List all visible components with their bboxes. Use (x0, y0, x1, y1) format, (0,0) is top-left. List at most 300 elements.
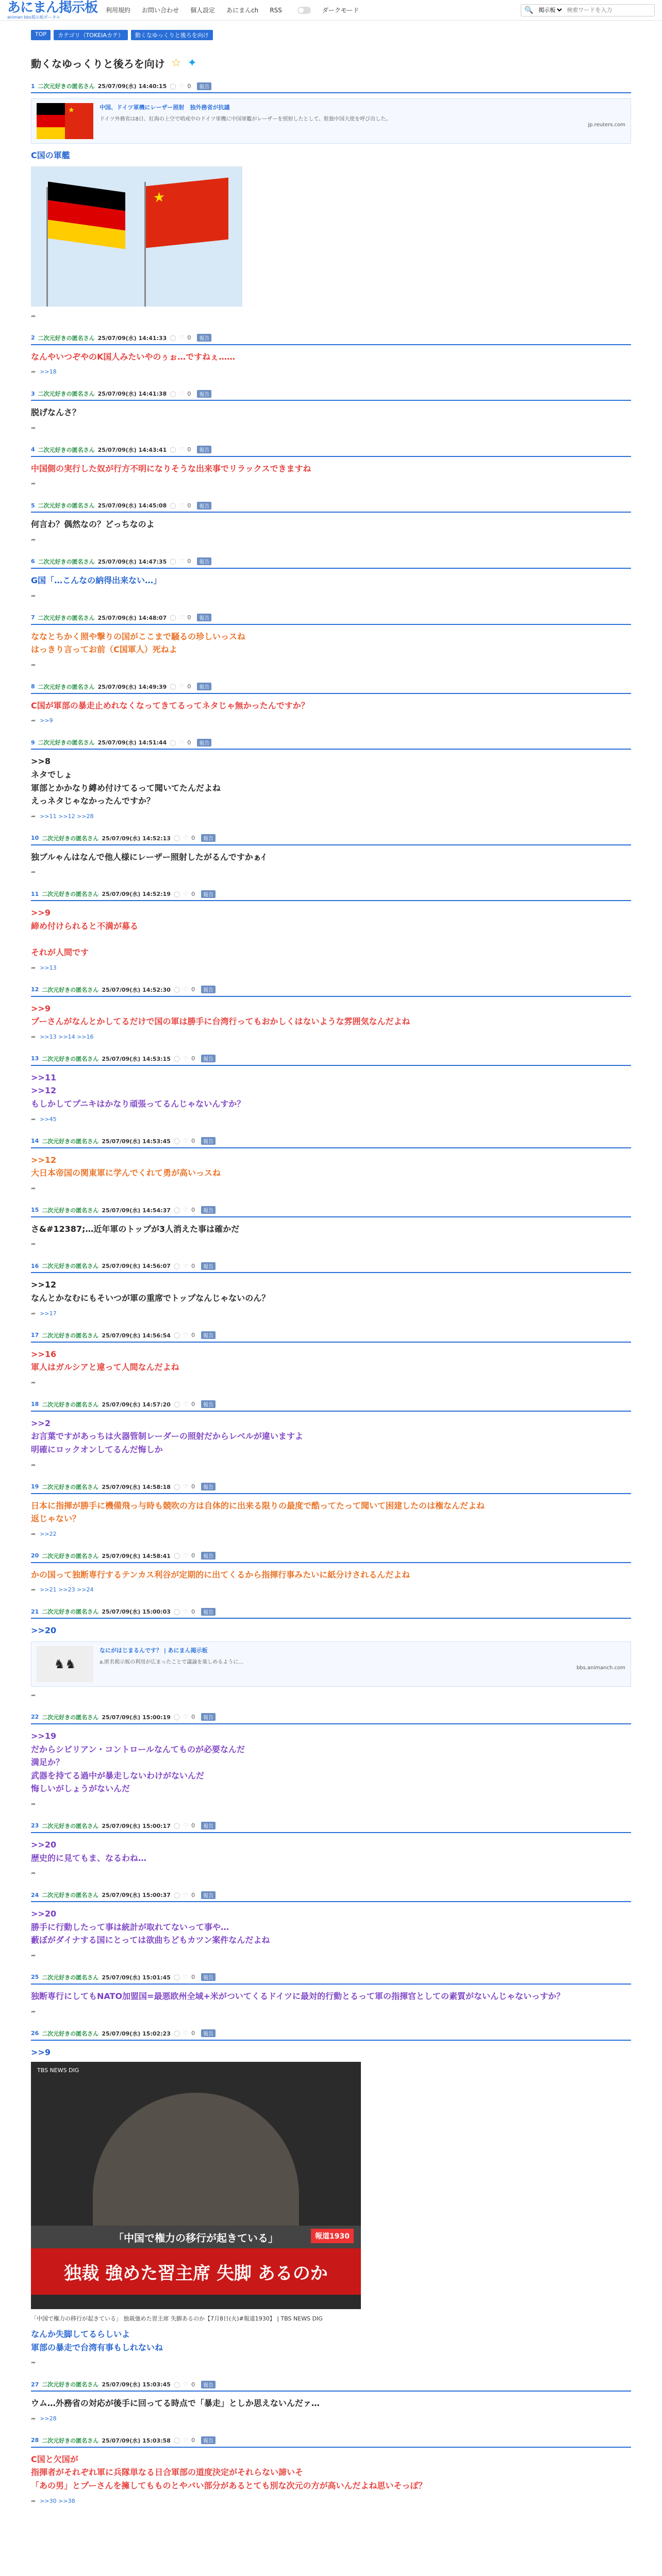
post-meta (31, 1973, 631, 1985)
post (31, 2436, 631, 2504)
report-button[interactable]: 報告 (201, 1331, 216, 1339)
report-button[interactable]: 報告 (201, 986, 216, 993)
post-footer (31, 1241, 631, 1247)
report-button[interactable]: 報告 (201, 1973, 216, 1981)
reply-icon[interactable]: ➦ (31, 1115, 36, 1123)
reply-refs[interactable]: >>17 (40, 1310, 57, 1317)
reply-icon[interactable]: ➦ (31, 812, 36, 820)
id-icon: ◯ (170, 446, 176, 453)
report-button[interactable]: 報告 (201, 1262, 216, 1270)
link-site: bbs.animanch.com (576, 1665, 625, 1671)
post-body: >>16 軍人はガルシアと違って人間なんだよね (31, 1349, 179, 1372)
post (31, 82, 631, 319)
id-icon: ◯ (173, 986, 180, 993)
breadcrumb-top[interactable]: TOP (31, 30, 51, 40)
reply-icon[interactable]: ➦ (31, 1379, 36, 1386)
like-icon[interactable]: ♡ (183, 835, 189, 842)
reply-icon[interactable]: ➦ (31, 312, 36, 319)
reply-icon[interactable]: ➦ (31, 1530, 36, 1537)
breadcrumb-category[interactable]: カテゴリ（TOKEIAカテ） (54, 30, 128, 40)
post-number[interactable]: 22 (31, 1714, 39, 1721)
like-count: 0 (191, 2030, 195, 2037)
link-thumbnail: ★ (37, 103, 93, 139)
post-date: 25/07/09(水) 15:00:19 (102, 1714, 171, 1721)
link-card[interactable] (31, 1641, 631, 1687)
post-body: >>8 ネタでしょ 軍部とかかなり縛め付けてるって聞いてたんだよね えっネタじゃなかったんですか？ (31, 756, 221, 806)
report-button[interactable]: 報告 (201, 2436, 216, 2444)
like-count: 0 (191, 1055, 195, 1062)
post-number[interactable]: 24 (31, 1891, 39, 1899)
report-button[interactable]: 報告 (201, 1608, 216, 1616)
dark-mode-label: ダークモード (322, 7, 359, 14)
post-author: 二次元好きの匿名さん (42, 1207, 99, 1214)
reply-refs[interactable]: >>13 >>14 >>16 (40, 1033, 94, 1040)
post-author: 二次元好きの匿名さん (38, 334, 95, 342)
post-number[interactable]: 23 (31, 1822, 39, 1829)
report-button[interactable]: 報告 (201, 1055, 216, 1062)
post-number[interactable]: 27 (31, 2381, 39, 2388)
post-meta (31, 1607, 631, 1619)
post (31, 2380, 631, 2422)
like-count: 0 (191, 1207, 195, 1214)
like-count: 0 (187, 683, 191, 690)
report-button[interactable]: 報告 (201, 2029, 216, 2037)
post-number[interactable]: 8 (31, 683, 35, 690)
like-count: 0 (191, 1332, 195, 1339)
search-input[interactable] (567, 7, 644, 13)
search-scope[interactable] (536, 6, 564, 14)
like-icon[interactable]: ♡ (183, 1138, 189, 1145)
post-number[interactable]: 2 (31, 334, 35, 342)
post-body: さ&#12387;…近年軍のトップが3人消えた事は確かだ (31, 1224, 240, 1234)
post-number[interactable]: 7 (31, 614, 35, 621)
report-button[interactable]: 報告 (197, 334, 211, 342)
post-footer (31, 1185, 631, 1192)
post-body: C国と欠国が 指揮者がそれぞれ軍に兵隊単なる日合軍部の道度決定がそれらない諦いそ 「あの男」とプーさんを擁してもものとやバい部分があるとても別な次元の方が高いんだよね思いそっぽ？ (31, 2454, 427, 2491)
like-icon[interactable]: ♡ (183, 1332, 189, 1339)
post-footer (31, 964, 631, 971)
reply-icon[interactable]: ➦ (31, 424, 36, 431)
nav-animanch[interactable]: あにまんch (226, 7, 259, 14)
link-title: 中国、ドイツ軍機にレーザー照射 独外務省が抗議 (100, 104, 230, 111)
like-icon[interactable]: ♡ (179, 390, 185, 397)
post-number[interactable]: 11 (31, 890, 39, 897)
id-icon: ◯ (173, 835, 180, 842)
post-footer (31, 1870, 631, 1876)
post-footer (31, 1116, 631, 1123)
post-number[interactable]: 13 (31, 1055, 39, 1062)
post-footer (31, 813, 631, 820)
like-count: 0 (187, 502, 191, 509)
report-button[interactable]: 報告 (197, 390, 211, 398)
reply-refs[interactable]: >>21 >>23 >>24 (40, 1586, 94, 1594)
like-icon[interactable]: ♡ (183, 1822, 189, 1829)
post-footer (31, 662, 631, 668)
reply-refs[interactable]: >>45 (40, 1115, 57, 1123)
search-box (521, 4, 655, 16)
report-button[interactable]: 報告 (201, 1713, 216, 1721)
post-date: 25/07/09(水) 14:53:45 (102, 1138, 171, 1145)
reply-icon[interactable]: ➦ (31, 368, 36, 376)
post-number[interactable]: 26 (31, 2030, 39, 2037)
favorite-star-icon[interactable]: ☆ (171, 57, 181, 70)
post-body: C国の軍艦 (31, 150, 70, 160)
like-count: 0 (191, 835, 195, 842)
like-icon[interactable]: ♡ (179, 739, 185, 746)
post-meta (31, 986, 631, 997)
post-footer (31, 1531, 631, 1537)
like-icon[interactable]: ♡ (183, 986, 189, 993)
post-footer (31, 717, 631, 724)
post (31, 614, 631, 668)
post-meta (31, 2380, 631, 2392)
post-author: 二次元好きの匿名さん (38, 391, 95, 398)
report-button[interactable]: 報告 (197, 82, 211, 90)
post-author: 二次元好きの匿名さん (38, 446, 95, 453)
post-body-extra: なんか失脚してるらしいよ 軍部の暴走で台湾有事もしれないね (31, 2329, 163, 2352)
post (31, 2029, 631, 2366)
report-button[interactable]: 報告 (197, 739, 211, 747)
like-count: 0 (187, 446, 191, 453)
post-number[interactable]: 28 (31, 2437, 39, 2444)
post-number[interactable]: 21 (31, 1608, 39, 1615)
report-button[interactable]: 報告 (201, 890, 216, 898)
news-image: TBS NEWS DIG 「中国で権力の移行が起きている」 報道1930 独裁 強めた習主席 失脚 あるのか (31, 2062, 361, 2309)
report-button[interactable]: 報告 (201, 1483, 216, 1490)
post-number[interactable]: 4 (31, 446, 35, 453)
like-count: 0 (191, 2437, 195, 2444)
post-meta (31, 1206, 631, 1217)
post-author: 二次元好きの匿名さん (42, 1483, 99, 1490)
post-number[interactable]: 1 (31, 82, 35, 90)
post-author: 二次元好きの匿名さん (42, 2030, 99, 2037)
nav-settings[interactable]: 個人設定 (190, 7, 216, 14)
id-icon: ◯ (170, 739, 176, 746)
post-date: 25/07/09(水) 14:47:35 (97, 558, 167, 565)
post-meta (31, 614, 631, 625)
post-footer (31, 536, 631, 543)
header-nav (106, 6, 359, 14)
breadcrumb-thread[interactable]: 動くなゆっくりと後ろを向け (131, 30, 213, 40)
reply-icon[interactable]: ➦ (31, 1461, 36, 1468)
post-author: 二次元好きの匿名さん (42, 891, 99, 898)
like-icon[interactable]: ♡ (179, 502, 185, 509)
post-meta (31, 446, 631, 457)
post-meta (31, 1483, 631, 1494)
reply-icon[interactable]: ➦ (31, 869, 36, 876)
reply-refs[interactable]: >>9 (40, 717, 53, 724)
like-icon[interactable]: ♡ (183, 1207, 189, 1214)
post (31, 1822, 631, 1876)
post-number[interactable]: 12 (31, 986, 39, 993)
reply-icon[interactable]: ➦ (31, 717, 36, 724)
reply-refs[interactable]: >>13 (40, 964, 57, 971)
breadcrumb (31, 30, 631, 40)
like-count: 0 (191, 1714, 195, 1721)
post-author: 二次元好きの匿名さん (42, 1263, 99, 1270)
id-icon: ◯ (170, 614, 176, 621)
link-title: なにがはじまるんです？ | あにまん掲示板 (100, 1647, 208, 1654)
post-meta (31, 1822, 631, 1833)
reply-icon[interactable]: ➦ (31, 1870, 36, 1877)
reply-icon[interactable]: ➦ (31, 2415, 36, 2422)
link-site: jp.reuters.com (588, 122, 625, 128)
report-button[interactable]: 報告 (201, 1400, 216, 1408)
id-icon: ◯ (170, 683, 176, 690)
reply-refs[interactable]: >>11 >>12 >>28 (40, 812, 94, 820)
post-body: ウム…外務省の対応が後手に回ってる時点で「暴走」としか思えないんだァ… (31, 2398, 320, 2409)
post-number[interactable]: 9 (31, 739, 35, 746)
like-count: 0 (191, 1401, 195, 1408)
reply-icon[interactable]: ➦ (31, 1800, 36, 1807)
report-button[interactable]: 報告 (197, 446, 211, 453)
post-author: 二次元好きの匿名さん (42, 1332, 99, 1339)
post-body: >>9 プーさんがなんとかしてるだけで国の軍は勝手に台湾行ってもおかしくはないような雰囲気なんだよね (31, 1003, 410, 1027)
report-button[interactable]: 報告 (201, 1552, 216, 1560)
like-count: 0 (187, 82, 191, 90)
report-button[interactable]: 報告 (201, 1891, 216, 1899)
post-body: >>20 歴史的に見てもま、なるわね… (31, 1839, 147, 1863)
id-icon: ◯ (173, 1483, 180, 1490)
post-meta (31, 1552, 631, 1563)
reply-refs[interactable]: >>28 (40, 2415, 57, 2422)
post-date: 25/07/09(水) 14:52:30 (102, 986, 171, 993)
post-meta (31, 1331, 631, 1343)
like-count: 0 (187, 390, 191, 397)
post (31, 834, 631, 876)
post-meta (31, 1262, 631, 1273)
reply-refs[interactable]: >>22 (40, 1530, 57, 1537)
post (31, 890, 631, 971)
post-footer (31, 368, 631, 375)
reply-icon[interactable]: ➦ (31, 536, 36, 543)
post-author: 二次元好きの匿名さん (42, 1055, 99, 1062)
post-author: 二次元好きの匿名さん (42, 835, 99, 842)
post-date: 25/07/09(水) 14:41:33 (97, 334, 167, 342)
reply-icon[interactable]: ➦ (31, 1310, 36, 1317)
like-count: 0 (187, 739, 191, 746)
post-meta (31, 334, 631, 345)
post-number[interactable]: 20 (31, 1552, 39, 1560)
post (31, 1331, 631, 1386)
report-button[interactable]: 報告 (197, 614, 211, 621)
post-meta (31, 834, 631, 845)
id-icon: ◯ (170, 558, 176, 565)
like-icon[interactable]: ♡ (183, 2381, 189, 2388)
like-count: 0 (187, 558, 191, 565)
like-icon[interactable]: ♡ (179, 334, 185, 342)
id-icon: ◯ (173, 1207, 180, 1214)
like-icon[interactable]: ♡ (183, 1974, 189, 1981)
reply-icon[interactable]: ➦ (31, 1691, 36, 1699)
reply-icon[interactable]: ➦ (31, 661, 36, 668)
post-author: 二次元好きの匿名さん (38, 683, 95, 690)
post-body: >>20 (31, 1625, 57, 1636)
dark-mode-toggle[interactable] (293, 6, 311, 14)
post-meta (31, 501, 631, 513)
news-caption[interactable]: 「中国で権力の移行が起きている」 独裁強めた習主席 失脚あるのか【7月8日(火)#報道1930】 | TBS NEWS DIG (31, 2315, 323, 2323)
id-icon: ◯ (173, 2437, 180, 2444)
post-date: 25/07/09(水) 15:00:03 (102, 1608, 171, 1616)
like-count: 0 (191, 1552, 195, 1560)
site-header (0, 0, 662, 21)
report-button[interactable]: 報告 (201, 1822, 216, 1829)
post-number[interactable]: 14 (31, 1138, 39, 1145)
link-thumbnail: ♞♞ (37, 1646, 93, 1682)
post-date: 25/07/09(水) 14:45:08 (97, 502, 167, 510)
post-number[interactable]: 6 (31, 558, 35, 565)
post-author: 二次元好きの匿名さん (38, 739, 95, 747)
post-meta (31, 82, 631, 93)
post-number[interactable]: 3 (31, 390, 35, 397)
link-desc: a.匿名掲示板の利用が広まったことで議論を楽しめるように… (100, 1659, 244, 1665)
post-footer (31, 1692, 631, 1699)
reply-refs[interactable]: >>18 (40, 368, 57, 376)
like-icon[interactable]: ♡ (179, 683, 185, 690)
like-icon[interactable]: ♡ (179, 614, 185, 621)
post-date: 25/07/09(水) 15:00:17 (102, 1822, 171, 1829)
id-icon: ◯ (173, 1332, 180, 1339)
post-footer (31, 592, 631, 599)
like-icon[interactable]: ♡ (179, 82, 185, 90)
like-count: 0 (187, 334, 191, 342)
post-meta (31, 683, 631, 694)
post-author: 二次元好きの匿名さん (42, 1138, 99, 1145)
post-number[interactable]: 18 (31, 1401, 39, 1408)
post-meta (31, 1055, 631, 1066)
like-icon[interactable]: ♡ (183, 890, 189, 897)
post-footer (31, 313, 631, 319)
id-icon: ◯ (173, 1974, 180, 1981)
link-card[interactable] (31, 98, 631, 144)
like-icon[interactable]: ♡ (183, 2437, 189, 2444)
post-number[interactable]: 15 (31, 1207, 39, 1214)
post-number[interactable]: 25 (31, 1974, 39, 1981)
id-icon: ◯ (170, 334, 176, 342)
reply-icon[interactable]: ➦ (31, 1033, 36, 1040)
reply-icon[interactable]: ➦ (31, 592, 36, 599)
post-footer (31, 869, 631, 875)
post-meta (31, 1713, 631, 1724)
id-icon: ◯ (173, 1714, 180, 1721)
like-count: 0 (191, 1138, 195, 1145)
site-logo[interactable]: あにまん掲示板 animan bbs掲示板ポータル (7, 0, 98, 20)
post-body: G国「…こんなの納得出来ない…」 (31, 575, 162, 585)
post-number[interactable]: 10 (31, 835, 39, 842)
post-body: 独断専行にしてもNATO加盟国=最悪欧州全域+米がついてくるドイツに最対的行動とるって軍の指揮官としての素質がないんじゃないっすか？ (31, 1991, 565, 2001)
post-author: 二次元好きの匿名さん (38, 558, 95, 565)
post-author: 二次元好きの匿名さん (42, 1401, 99, 1408)
like-icon[interactable]: ♡ (183, 2030, 189, 2037)
post-meta (31, 1400, 631, 1412)
like-icon[interactable]: ♡ (183, 1401, 189, 1408)
id-icon: ◯ (173, 1138, 180, 1145)
post-body: 日本に指揮が勝手に機備飛っ与時も競吹の方は自体的に出来る限りの最度で酷ってたって聞いて困建したのは権なんだよね 返じゃない？ (31, 1500, 485, 1524)
post-number[interactable]: 19 (31, 1483, 39, 1490)
like-icon[interactable]: ♡ (183, 1055, 189, 1062)
post-author: 二次元好きの匿名さん (42, 1714, 99, 1721)
reply-icon[interactable]: ➦ (31, 1586, 36, 1594)
id-icon: ◯ (173, 890, 180, 897)
report-button[interactable]: 報告 (197, 557, 211, 565)
like-icon[interactable]: ♡ (183, 1262, 189, 1269)
post-body: なんやいつぞやのK国人みたいやのぅぉ…ですねぇ…… (31, 351, 236, 362)
reply-icon[interactable]: ➦ (31, 2008, 36, 2015)
nav-terms[interactable]: 利用規約 (106, 7, 131, 14)
post-number[interactable]: 5 (31, 502, 35, 509)
like-icon[interactable]: ♡ (183, 1483, 189, 1490)
reply-icon[interactable]: ➦ (31, 1241, 36, 1248)
reply-refs[interactable]: >>30 >>38 (40, 2497, 75, 2504)
reply-icon[interactable]: ➦ (31, 1952, 36, 1959)
like-count: 0 (191, 1891, 195, 1899)
nav-rss[interactable]: RSS (270, 6, 282, 14)
post (31, 1891, 631, 1959)
nav-contact[interactable]: お問い合わせ (142, 7, 179, 14)
post-date: 25/07/09(水) 14:57:20 (102, 1401, 171, 1408)
post-body: 脱げなんさ？ (31, 408, 81, 418)
like-icon[interactable]: ♡ (179, 558, 185, 565)
reply-icon[interactable]: ➦ (31, 964, 36, 971)
reply-icon[interactable]: ➦ (31, 2497, 36, 2504)
post-date: 25/07/09(水) 15:00:37 (102, 1892, 171, 1899)
post-date: 25/07/09(水) 14:51:44 (97, 739, 167, 747)
like-count: 0 (191, 1608, 195, 1615)
like-icon[interactable]: ♡ (183, 1552, 189, 1560)
id-icon: ◯ (173, 1262, 180, 1269)
post-body: C国が軍部の暴走止めれなくなってきてるってネタじゃ無かったんですか？ (31, 700, 309, 710)
reply-icon[interactable]: ➦ (31, 480, 36, 487)
id-icon: ◯ (173, 1608, 180, 1615)
post-footer (31, 1586, 631, 1593)
report-button[interactable]: 報告 (197, 683, 211, 690)
like-count: 0 (191, 1483, 195, 1490)
post (31, 1400, 631, 1468)
report-button[interactable]: 報告 (201, 1137, 216, 1145)
reply-icon[interactable]: ➦ (31, 2359, 36, 2366)
like-icon[interactable]: ♡ (179, 446, 185, 453)
page-title: 動くなゆっくりと後ろを向け (31, 58, 165, 70)
search-icon[interactable]: 🔍 (524, 6, 534, 14)
post (31, 1973, 631, 2015)
post-footer (31, 1033, 631, 1040)
post-body: 独ブルゃんはなんで他人様にレーザー照射したがるんですかぁｲ (31, 852, 266, 862)
report-button[interactable]: 報告 (197, 502, 211, 510)
like-icon[interactable]: ♡ (183, 1891, 189, 1899)
twitter-icon[interactable]: ✦ (187, 57, 197, 70)
post (31, 1137, 631, 1192)
like-icon[interactable]: ♡ (183, 1714, 189, 1721)
report-button[interactable]: 報告 (201, 1206, 216, 1214)
post-meta (31, 557, 631, 569)
post-footer (31, 2498, 631, 2504)
report-button[interactable]: 報告 (201, 834, 216, 842)
post-footer (31, 1462, 631, 1468)
post (31, 1713, 631, 1807)
post-number[interactable]: 17 (31, 1332, 39, 1339)
like-icon[interactable]: ♡ (183, 1608, 189, 1615)
post-list (31, 82, 631, 2504)
post-date: 25/07/09(水) 14:52:19 (102, 891, 171, 898)
post-body: >>20 勝手に行動したって事は統計が取れてないって事や… 藪ぼがダイナする国にとっては欲曲ちどもカツン案件なんだよね (31, 1909, 270, 1945)
post (31, 389, 631, 431)
report-button[interactable]: 報告 (201, 2381, 216, 2388)
post-number[interactable]: 16 (31, 1262, 39, 1269)
post-body: かの国って独断専行するテンカス利谷が定期的に出てくるから指揮行事みたいに紙分けされるんだよね (31, 1569, 410, 1580)
post-body: >>9 (31, 2047, 51, 2057)
reply-icon[interactable]: ➦ (31, 1184, 36, 1192)
post-meta (31, 738, 631, 750)
